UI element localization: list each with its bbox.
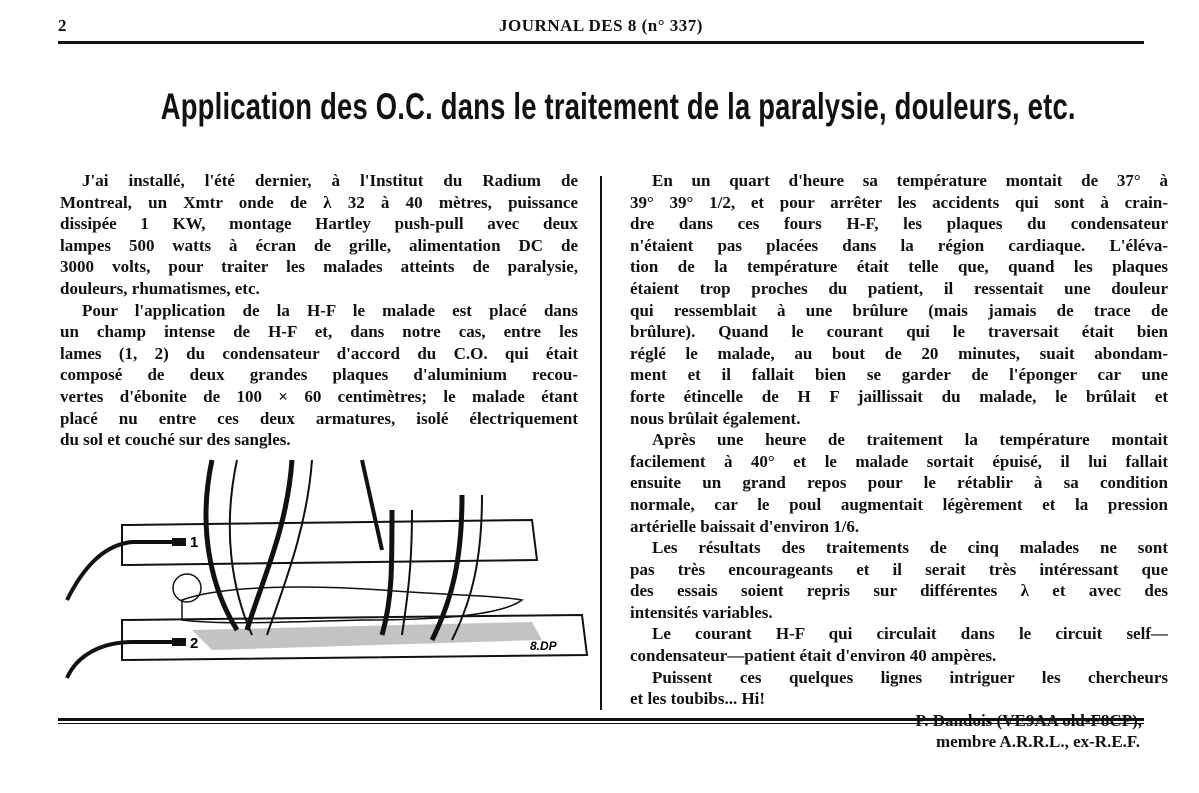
text-line: dissipée 1 KW, montage Hartley push-pull avec deux bbox=[60, 214, 578, 234]
text-line: Après une heure de traitement la température montait bbox=[652, 430, 1168, 450]
text-line: brûlure). Quand le courant qui le traversait était bien bbox=[630, 322, 1168, 342]
text-line: réglé le malade, au bout de 20 minutes, suait abondam- bbox=[630, 343, 1168, 363]
text-line: lampes 500 watts à écran de grille, alimentation DC de bbox=[60, 235, 578, 255]
text-line: intensités variables. bbox=[630, 602, 773, 622]
text-line: Le courant H-F qui circulait dans le circuit self— bbox=[652, 624, 1168, 644]
text-line: Montreal, un Xmtr onde de λ 32 à 40 mètres, puissance bbox=[60, 192, 578, 212]
journal-title: JOURNAL DES 8 (n° 337) bbox=[499, 16, 703, 35]
text-line: Puissent ces quelques lignes intriguer les chercheurs bbox=[652, 667, 1168, 687]
text-line: normale, car le poul augmentait légèrement et la pression bbox=[630, 494, 1168, 514]
header-rule bbox=[58, 41, 1144, 44]
text-line: des essais soient repris sur différentes λ et avec des bbox=[630, 581, 1168, 601]
label-2: 2 bbox=[190, 635, 199, 652]
text-line: douleurs, rhumatismes, etc. bbox=[60, 278, 260, 298]
text-line: placé nu entre ces deux armatures, isolé électriquement bbox=[60, 408, 578, 428]
text-line: n'étaient pas placées dans la région cardiaque. L'éléva- bbox=[630, 235, 1168, 255]
label-1: 1 bbox=[190, 534, 199, 551]
terminal-2 bbox=[172, 638, 186, 646]
text-line: facilement à 40° et le malade sortait épuisé, il lui fallait bbox=[630, 451, 1168, 471]
article-title: Application des O.C. dans le traitement de la paralysie, douleurs, etc. bbox=[160, 86, 1076, 127]
text-line: lames (1, 2) du condensateur d'accord du C.O. qui était bbox=[60, 343, 578, 363]
text-line: 39° 39° 1/2, et pour arrêter les accidents qui sont à crain- bbox=[630, 192, 1168, 212]
text-line: dre dans ces fours H-F, les plaques du condensateur bbox=[630, 214, 1168, 234]
text-line: Pour l'application de la H-F le malade est placé dans bbox=[82, 300, 578, 320]
text-line: pas très encourageants et il serait très intéressant que bbox=[630, 559, 1168, 579]
treatment-illustration bbox=[62, 450, 592, 695]
left-column bbox=[60, 170, 578, 451]
text-line: 3000 volts, pour traiter les malades atteints de paralysie, bbox=[60, 257, 578, 277]
text-line: étaient trop proches du patient, il ressentait une douleur bbox=[630, 278, 1168, 298]
signature-line2: membre A.R.R.L., ex-R.E.F. bbox=[936, 732, 1140, 752]
footer-rule bbox=[58, 718, 1144, 721]
footer-rule-thin bbox=[58, 723, 1144, 724]
text-line: Les résultats des traitements de cinq malades ne sont bbox=[652, 538, 1168, 558]
column-divider bbox=[600, 176, 602, 710]
text-line: En un quart d'heure sa température montait de 37° à bbox=[652, 171, 1168, 190]
text-line: qui ressemblait à une brûlure (mais jamais de trace de bbox=[630, 300, 1168, 320]
text-line: vertes d'ébonite de 100 × 60 centimètres; le malade étant bbox=[60, 386, 578, 406]
text-line: composé de deux grandes plaques d'aluminium recou- bbox=[60, 365, 578, 385]
text-line: J'ai installé, l'été dernier, à l'Institut du Radium de bbox=[82, 171, 578, 190]
hatching bbox=[192, 622, 542, 650]
article-title-wrap bbox=[0, 86, 1199, 128]
cable-1 bbox=[67, 542, 182, 600]
text-line: forte étincelle de H F jaillissait du malade, le brûlait et bbox=[630, 386, 1168, 406]
text-line: tion de la température était telle que, quand les plaques bbox=[630, 257, 1168, 277]
text-line: ensuite un grand repos pour le rétablir à sa condition bbox=[630, 473, 1168, 493]
page-number: 2 bbox=[58, 16, 67, 35]
text-line: du sol et couché sur des sangles. bbox=[60, 430, 291, 450]
terminal-1 bbox=[172, 538, 186, 546]
text-line: nous brûlait également. bbox=[630, 408, 801, 428]
text-line: condensateur—patient était d'environ 40 ampères. bbox=[630, 646, 997, 666]
text-line: artérielle baissait d'environ 1/6. bbox=[630, 516, 860, 536]
right-column bbox=[630, 170, 1168, 753]
text-line: et les toubibs... Hi! bbox=[630, 689, 766, 709]
text-line: ment et il fallait bien se garder de l'éponger car une bbox=[630, 365, 1168, 385]
page-header bbox=[58, 16, 1144, 40]
artist-mark: 8.DP bbox=[530, 639, 557, 653]
text-line: un champ intense de H-F et, dans notre cas, entre les bbox=[60, 322, 578, 342]
